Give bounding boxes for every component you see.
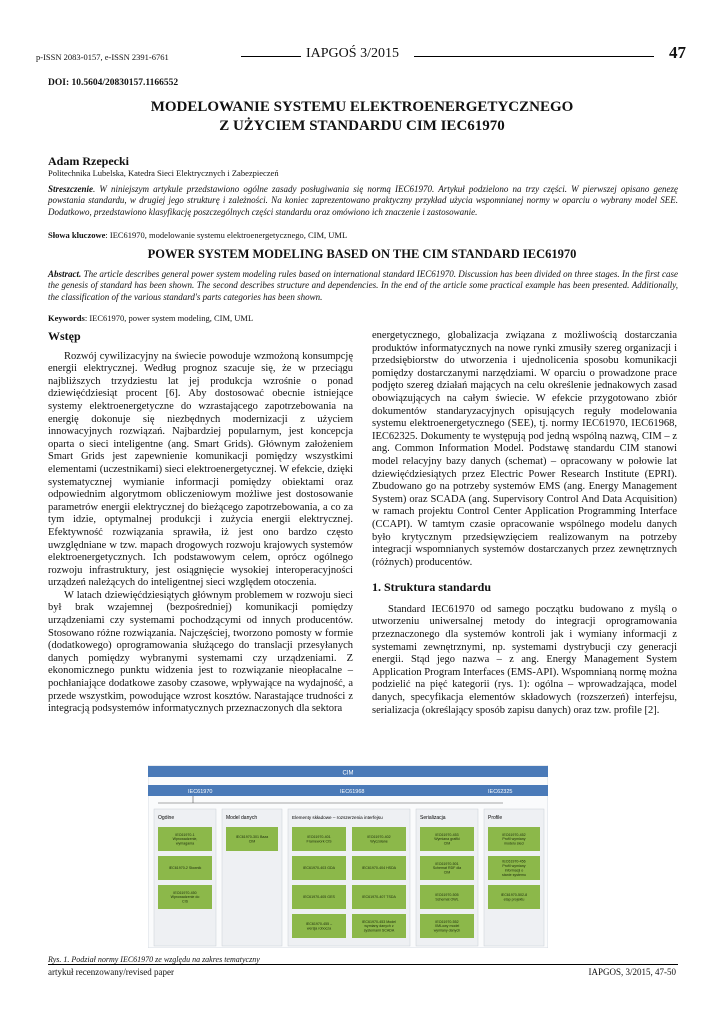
diagram-box-label: IEC61970-453 Model wymiany danych z systemami SCADA xyxy=(362,919,396,933)
category-data-model-label: Model danych xyxy=(226,815,258,821)
keywords-pl-text: : IEC61970, modelowanie systemu elektroenergetycznego, CIM, UML xyxy=(105,230,348,240)
diagram-standard-3: IEC62325 xyxy=(488,789,513,795)
diagram-box-label: IEC61970-2 Słownik xyxy=(168,866,202,871)
page-header xyxy=(36,43,686,66)
page-number: 47 xyxy=(669,43,686,62)
diagram-root-label: CIM xyxy=(342,770,354,777)
diagram-box-label: IEC61970-405 GES xyxy=(303,895,335,900)
category-interface-label: Elementy składowe – rozszerzenia interfejsu xyxy=(292,815,383,820)
diagram-box xyxy=(352,885,406,909)
diagram-box-label: IEC61970-502-8 etap projektu xyxy=(500,893,528,902)
diagram-box xyxy=(158,856,212,880)
author-name: Adam Rzepecki xyxy=(48,154,129,168)
diagram-box xyxy=(226,827,278,851)
diagram-box xyxy=(488,885,540,909)
figure-caption: Rys. 1. Podział normy IEC61970 ze względu na zakres tematyczny xyxy=(48,955,260,964)
diagram-box-label: IEC61970-453 Wymiana grafiki CIM xyxy=(434,832,460,846)
diagram-box-label: IEC61970-450 Wprowadzenie do CIS xyxy=(170,890,200,904)
intro-paragraph-1: Rozwój cywilizacyjny na świecie powoduje wzmożoną konsumpcję energii elektrycznej. Według prognoz szacuje się, że w przeciągu najbliższych trzydziestu lat jej produkcja wzrośnie o ponad dziewięćdziesiąt procent [6]. Aby dostosować obecnie istniejące systemy elektroenergetyczne do wzrastającego zapotrzebowania na energię dokonuje się niezbędnych modernizacji z użyciem innowacyjnych rozwiązań. Najbardziej popularnym, jest koncepcja oparta o sieci inteligentne (ang. Smart Grids). Głównym założeniem Smart Grids jest zapewnienie komunikacji pomiędzy wszystkimi elementami (uczestnikami) sieci elektroenergetycznej. W efekcie, dzięki systematycznej wymianie informacji pomiędzy obiektami oraz odpowiednim algorytmom obliczeniowym możliwe jest dostosowanie parametrów energii elektrycznej do bieżącego zapotrzebowania, a co za tym idzie, optymalnej produkcji i zużycia energii elektrycznej. Efektywność rozwiązania sprawiła, iż jest ono bardzo często uwzględniane w tzw. mapach drogowych rozwoju krajowych systemów elektroenergetycznych. Ich podstawowym celem, oprócz ogólnego rozwoju infrastruktury, jest osiągnięcie wysokiej interoperacyjności urządzeń należących do inteligentnej sieci względem otoczenia. xyxy=(48,350,353,589)
diagram-box-label: IEC61970-452 Profil wymiany modelu sieci xyxy=(502,832,526,846)
cim-structure-diagram xyxy=(148,765,548,948)
diagram-box xyxy=(158,827,212,851)
diagram-box xyxy=(420,885,474,909)
category-serialization-label: Serializacja xyxy=(420,815,446,821)
right-paragraph-1: energetycznego, globalizacja związana z możliwością dostarczania produktów informatycznych na nowe rynki zmusiły szereg organizacji i przedsiębiorstw do utworzenia i ujednolicenia sposobu komunikacji pomiędzy dostarczanymi narzędziami. W oparciu o prowadzone prace podjęto szereg działań mających na celu określenie jednakowych zasad obowiązujących na całym świecie. W efekcie przygotowano zbiór dokumentów standaryzacyjnych opisujących reguły modelowania systemu elektroenergetycznego (SEE), tj. normy IEC61970, IEC61968, IEC62325. Dokumenty te występują pod jedną wspólną nazwą, CIM – z ang. Common Information Model. Podstawę standardu CIM stanowi model relacyjny bazy danych (schemat) – opracowany w połowie lat dziewięćdziesiątych przez Electric Power Research Institute (EPRI). Zbudowano go na potrzeby systemów EMS (ang. Energy Management System) oraz SCADA (ang. Supervisory Control And Data Acquisition) w ramach projektu Control Center Application Programming Interface (CCAPI). W tamtym czasie opracowanie wspólnego modelu danych było krytycznym przedsięwzięciem realizowanym na potrzeby integracji wspomnianych systemów dostarczanych przez zewnętrznych (różnych) producentów. xyxy=(372,330,677,568)
footer-left: artykuł recenzowany/revised paper xyxy=(48,967,174,977)
section-1-title: 1. Struktura standardu xyxy=(372,580,492,595)
diagram-box-label: IEC61970-404 HSDA xyxy=(361,866,397,871)
issn: p-ISSN 2083-0157, e-ISSN 2391-6761 xyxy=(36,52,169,62)
diagram-box-label: IEC61970-401 Framework CIS xyxy=(306,835,332,844)
keywords-en-label: Keywords xyxy=(48,313,85,323)
diagram-box xyxy=(420,856,474,880)
category-general-label: Ogólne xyxy=(158,815,175,821)
header-rule-right xyxy=(414,56,654,57)
paper-title xyxy=(40,98,684,136)
diagram-box-label: IEC61970-505 Schemat OWL xyxy=(435,893,459,902)
title-line-2: Z UŻYCIEM STANDARDU CIM IEC61970 xyxy=(219,118,505,134)
header-rule-left xyxy=(241,56,301,57)
english-title: POWER SYSTEM MODELING BASED ON THE CIM STANDARD IEC61970 xyxy=(147,247,577,261)
author-affiliation: Politechnika Lubelska, Katedra Sieci Elektrycznych i Zabezpieczeń xyxy=(48,168,279,178)
diagram-box-label: IEC61970-301 Baza CIM xyxy=(235,835,269,844)
diagram-box-label: IEC61970-456 Profil wymiany informacji o stanie systemu xyxy=(502,859,526,877)
diagram-box-label: IEC61970-455 – wersja robocza xyxy=(305,922,333,931)
diagram-standard-2: IEC61968 xyxy=(340,789,365,795)
diagram-box xyxy=(158,885,212,909)
diagram-box-label: IEC61970-403 GDA xyxy=(303,866,335,871)
diagram-box xyxy=(420,827,474,851)
section-1-paragraph: Standard IEC61970 od samego początku budowano z myślą o utworzeniu uniwersalnej metody do integracji oprogramowania przeznaczonego dla systemów kontroli jak i wymiany informacji z systemami zewnętrznymi, np. systemami dystrybucji czy generacji energii. Stąd jego nazwa – z ang. Energy Management System Application Program Interfaces (EMS-API). Wspomnianą normę można podzielić na pięć kategorii (rys. 1): ogólna – wprowadzająca, model danych, specyfikacja elementów składowych (rozszerzeń) interfejsu, serializacja (określający sposób zapisu danych) oraz tzw. profile [2]. xyxy=(372,603,677,716)
section-intro-title: Wstęp xyxy=(48,329,81,343)
keywords-en xyxy=(48,313,678,323)
intro-paragraph-2: W latach dziewięćdziesiątych głównym problemem w rozwoju sieci był brak wzajemnej (bezpośredniej) komunikacji pomiędzy urządzeniami czy systemami pochodzącymi od innych producentów. Stosowano różne rozwiązania. Najczęściej, tworzono pomosty w formie (dodatkowego) oprogramowania służącego do translacji przesyłanych danych pomiędzy wybranymi systemami czy urządzeniami. Z ekonomicznego punktu widzenia jest to rozwiązanie nieopłacalne – pochłaniające dodatkowe zasoby czasowe, wpływające na wydajność, a przede wszystkim, powodujące wzrost kosztów. Narastające trudności z integracją podsystemów informatycznych przeznaczonych dla sektora xyxy=(48,589,353,715)
diagram-box xyxy=(488,827,540,851)
abstract-pl-label: Streszczenie xyxy=(48,184,93,194)
abstract-pl xyxy=(48,184,678,218)
diagram-box-label: IEC61970-501 Schemat RDF dla CIM xyxy=(432,861,462,875)
footer-right: IAPGOS, 3/2015, 47-50 xyxy=(588,967,676,977)
diagram-box-label: IEC61970-407 TSDA xyxy=(362,895,396,900)
diagram-box xyxy=(420,914,474,938)
diagram-box xyxy=(292,885,346,909)
diagram-box xyxy=(292,827,346,851)
right-column xyxy=(372,330,677,717)
keywords-pl-label: Słowa kluczowe xyxy=(48,230,106,240)
doi: DOI: 10.5604/20830157.1166552 xyxy=(48,78,179,88)
diagram-standard-1: IEC61970 xyxy=(188,789,213,795)
diagram-box-label: IEC61970-402 Wyczółane xyxy=(367,835,391,844)
left-column xyxy=(48,330,353,716)
diagram-box-label: IEC61970-1 Wprowadzenie, wymagania xyxy=(172,832,198,846)
diagram-box-label: IEC61970-552 XMLowy model wymiany danych xyxy=(433,919,461,933)
abstract-pl-text: . W niniejszym artykule przedstawiono ogólne zasady posługiwania się normą IEC61970. Artykuł podzielono na trzy części. W pierwszej opisano genezę powstania standardu, w drugiej jego strukturę i zależności. Na koniec zaprezentowano praktyczny przykład użycia wspomnianej normy w oparciu o wybrany model SEE. Dodatkowo, przedstawiono klasyfikację poszczególnych części standardu oraz omówiono ich znaczenie i zastosowanie. xyxy=(48,184,678,217)
title-line-1: MODELOWANIE SYSTEMU ELEKTROENERGETYCZNEGO xyxy=(150,99,574,115)
footer-rule xyxy=(48,964,678,965)
abstract-en-text: The article describes general power system modeling rules based on international standard IEC61970. Discussion has been divided on three stages. In the first case the genesis of standard has been shown. The second describes structure and dependencies. In the end of the article some practical example has been presented. Additionally, the classification of the various standard's parts categories has been shown. xyxy=(48,269,678,302)
diagram-box xyxy=(488,856,540,880)
diagram-box xyxy=(352,827,406,851)
diagram-box xyxy=(292,856,346,880)
diagram-box xyxy=(352,914,406,938)
diagram-box xyxy=(292,914,346,938)
category-profiles-label: Profile xyxy=(488,815,503,821)
abstract-en xyxy=(48,269,678,303)
keywords-pl xyxy=(48,230,678,240)
keywords-en-text: : IEC61970, power system modeling, CIM, UML xyxy=(84,313,254,323)
diagram-box xyxy=(352,856,406,880)
abstract-en-label: Abstract. xyxy=(48,269,82,279)
journal-name: IAPGOŚ 3/2015 xyxy=(306,46,399,61)
